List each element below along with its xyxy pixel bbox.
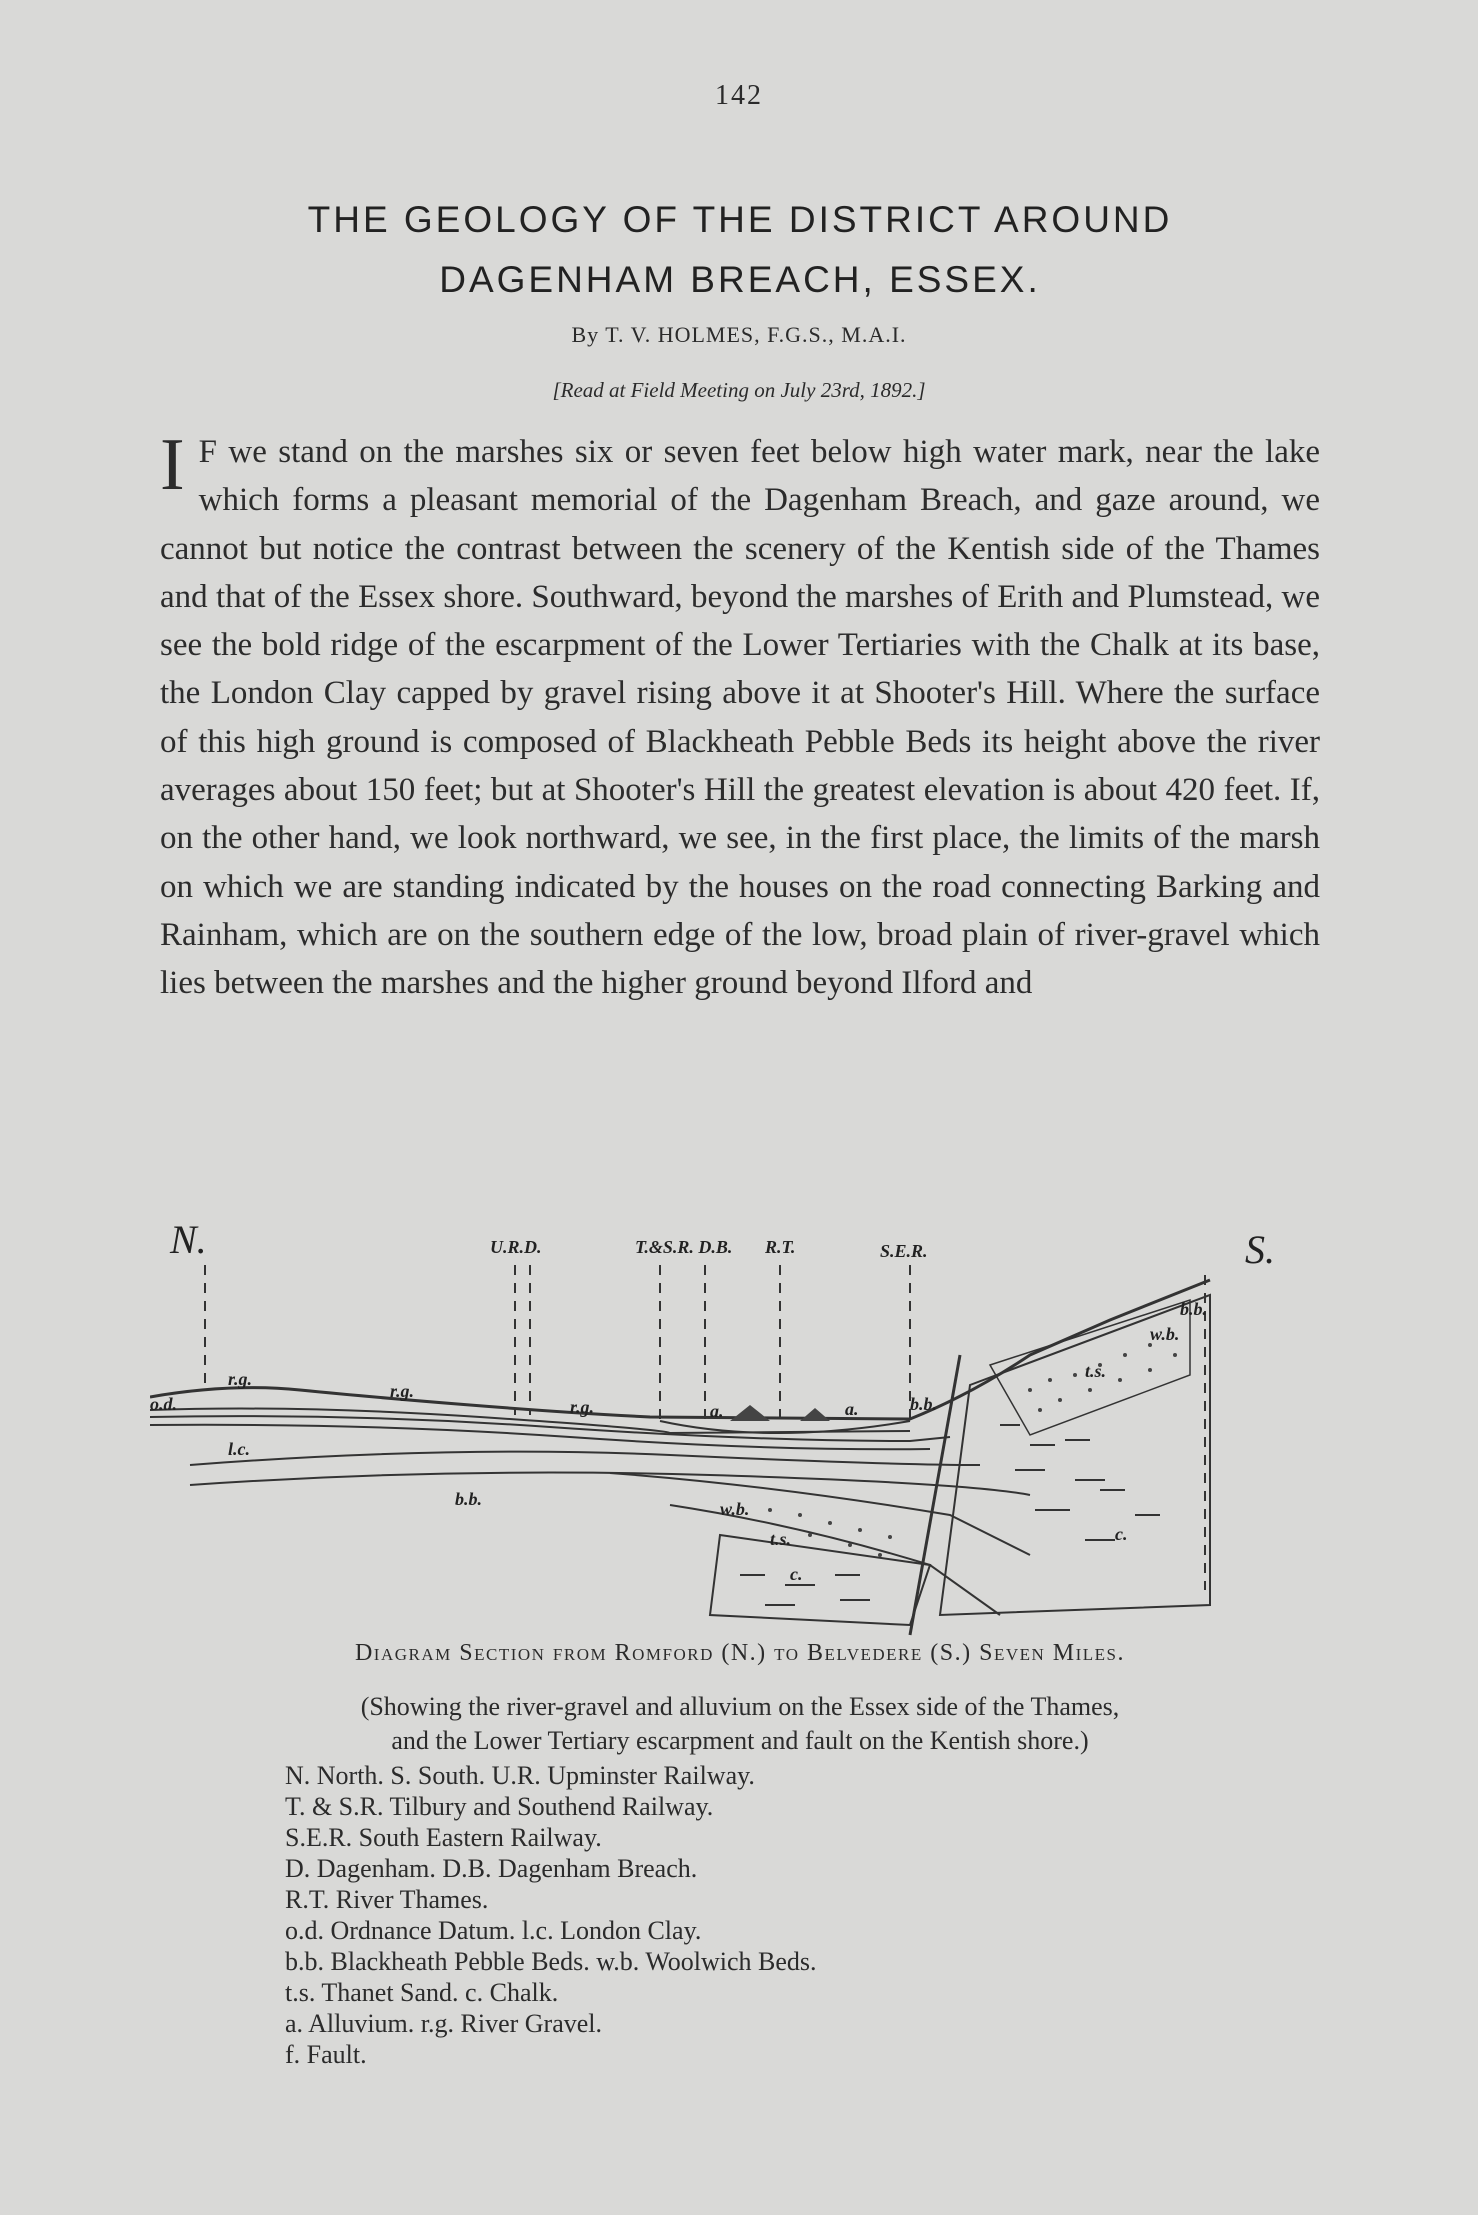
title-line-1: THE GEOLOGY OF THE DISTRICT AROUND xyxy=(307,199,1173,240)
diagram-label-ts-2: t.s. xyxy=(1085,1361,1107,1381)
geological-section-diagram xyxy=(150,1205,1330,1645)
stratum-line-6 xyxy=(670,1505,1000,1615)
diagram-label-rg-1: r.g. xyxy=(228,1369,253,1389)
ground-surface xyxy=(150,1280,1210,1419)
caption-note-line-2: and the Lower Tertiary escarpment and fault on the Kentish shore.) xyxy=(391,1726,1089,1755)
diagram-label-south: S. xyxy=(1245,1227,1275,1272)
diagram-label-od: o.d. xyxy=(150,1394,177,1414)
body-text: F we stand on the marshes six or seven feet below high water mark, near the lake which forms a pleasant memorial of the Dagenham Breach, and gaze around, we cannot but notice the contrast between the scenery of the Kentish side of the Thames and that of the Essex shore. Southward, beyond the marshes of Erith and Plumstead, we see the bold ridge of the escarpment of the Lower Tertiaries with the Chalk at its base, the London Clay capped by gravel rising above it at Shooter's Hill. Where the surface of this high ground is composed of Blackheath Pebble Beds its height above the river averages about 150 feet; but at Shooter's Hill the greatest elevation is about 420 feet. If, on the other hand, we look northward, we see, in the first place, the limits of the marsh on which we are standing indicated by the houses on the road connecting Barking and Rainham, which are on the southern edge of the low, broad plain of river-gravel which lies between the marshes and the higher ground beyond Ilford and xyxy=(160,434,1320,1002)
read-at-note: [Read at Field Meeting on July 23rd, 1892.] xyxy=(552,378,926,402)
diagram-label-wb-1: w.b. xyxy=(720,1499,750,1519)
diagram-label-bb-2: b.b. xyxy=(910,1394,937,1414)
byline: By T. V. HOLMES, F.G.S., M.A.I. xyxy=(571,322,907,347)
legend-entry: T. & S.R. Tilbury and Southend Railway. xyxy=(285,1792,714,1821)
diagram-label-north: N. xyxy=(170,1217,207,1262)
legend-entry: R.T. River Thames. xyxy=(285,1885,489,1914)
diagram-label-lc: l.c. xyxy=(228,1439,250,1459)
stratum-line-4 xyxy=(190,1473,1030,1495)
stratum-line-2 xyxy=(150,1425,930,1450)
title-line-2: DAGENHAM BREACH, ESSEX. xyxy=(439,259,1041,300)
legend-entry: N. North. S. South. U.R. Upminster Railway. xyxy=(285,1761,755,1790)
diagram-caption-note xyxy=(150,1690,1330,1758)
legend-entry: o.d. Ordnance Datum. l.c. London Clay. xyxy=(285,1916,702,1945)
drop-cap: I xyxy=(160,424,185,506)
diagram-caption: Diagram Section from Romford (N.) to Belvedere (S.) Seven Miles. xyxy=(354,1640,1126,1666)
diagram-label-wb-2: w.b. xyxy=(1150,1324,1180,1344)
chalk-block-north xyxy=(710,1535,930,1625)
legend-entry: S.E.R. South Eastern Railway. xyxy=(285,1823,602,1852)
diagram-label-rg-2: r.g. xyxy=(390,1381,415,1401)
caption-note-line-1: (Showing the river-gravel and alluvium on the Essex side of the Thames, xyxy=(360,1692,1120,1721)
diagram-label-ts-1: t.s. xyxy=(770,1529,792,1549)
stratum-line-3 xyxy=(190,1452,980,1465)
diagram-label-rg-3: r.g. xyxy=(570,1397,595,1417)
diagram-label-a-2: a. xyxy=(845,1399,859,1419)
diagram-label-bb-3: b.b. xyxy=(1180,1299,1207,1319)
diagram-label-urd: U.R.D. xyxy=(490,1237,542,1257)
legend-entry: a. Alluvium. r.g. River Gravel. xyxy=(285,2009,603,2038)
page-number: 142 xyxy=(715,80,763,111)
diagram-legend xyxy=(285,1760,1285,2070)
diagram-label-bb-1: b.b. xyxy=(455,1489,482,1509)
chalk-hatching-south xyxy=(1000,1425,1160,1540)
article-title xyxy=(140,190,1340,310)
diagram-label-ser: S.E.R. xyxy=(880,1241,928,1261)
stratum-line-5 xyxy=(610,1473,1030,1555)
diagram-label-a-1: a. xyxy=(710,1401,724,1421)
diagram-label-c-1: c. xyxy=(790,1564,803,1584)
diagram-label-c-2: c. xyxy=(1115,1524,1128,1544)
legend-entry: f. Fault. xyxy=(285,2040,367,2069)
diagram-label-tsr-db: T.&S.R. D.B. xyxy=(635,1237,733,1257)
legend-entry: D. Dagenham. D.B. Dagenham Breach. xyxy=(285,1854,698,1883)
legend-entry: b.b. Blackheath Pebble Beds. w.b. Woolwich Beds. xyxy=(285,1947,817,1976)
body-paragraph xyxy=(160,424,1320,1008)
legend-entry: t.s. Thanet Sand. c. Chalk. xyxy=(285,1978,559,2007)
diagram-label-rt: R.T. xyxy=(765,1237,796,1257)
chalk-hatching-north xyxy=(740,1575,870,1605)
